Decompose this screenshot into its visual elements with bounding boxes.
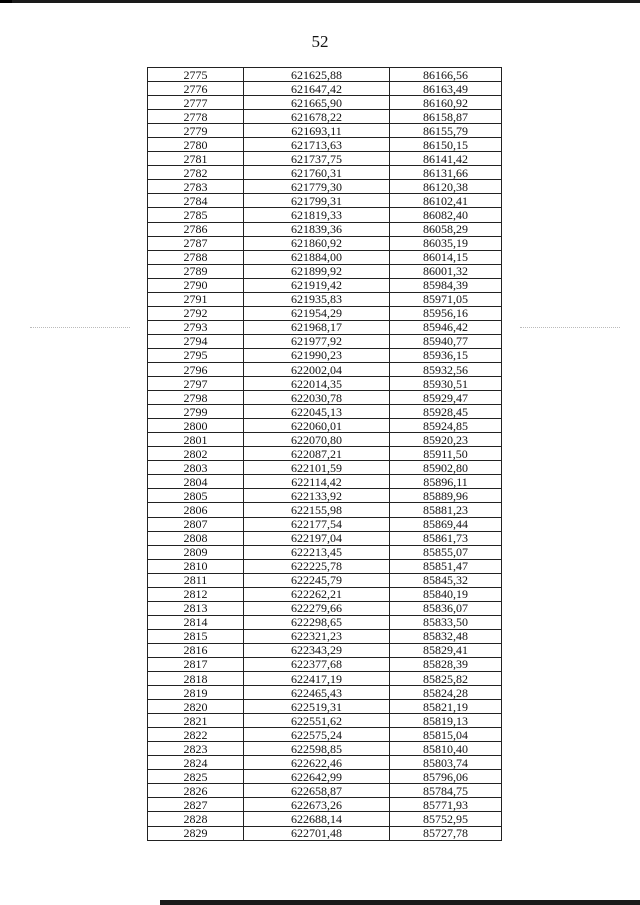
y-coordinate-cell: 85932,56 xyxy=(390,362,502,376)
y-coordinate-cell: 85920,23 xyxy=(390,433,502,447)
y-coordinate-cell: 86163,49 xyxy=(390,82,502,96)
table-row xyxy=(148,657,502,671)
point-number-cell: 2804 xyxy=(148,475,244,489)
y-coordinate-cell: 85810,40 xyxy=(390,742,502,756)
point-number-cell: 2798 xyxy=(148,391,244,405)
y-coordinate-cell: 85796,06 xyxy=(390,770,502,784)
table-row xyxy=(148,503,502,517)
point-number-cell: 2793 xyxy=(148,320,244,334)
point-number-cell: 2817 xyxy=(148,657,244,671)
point-number-cell: 2809 xyxy=(148,545,244,559)
y-coordinate-cell: 86058,29 xyxy=(390,222,502,236)
table-row xyxy=(148,152,502,166)
x-coordinate-cell: 622262,21 xyxy=(244,587,390,601)
y-coordinate-cell: 85984,39 xyxy=(390,278,502,292)
point-number-cell: 2813 xyxy=(148,601,244,615)
table-row xyxy=(148,320,502,334)
point-number-cell: 2812 xyxy=(148,587,244,601)
x-coordinate-cell: 621839,36 xyxy=(244,222,390,236)
point-number-cell: 2781 xyxy=(148,152,244,166)
x-coordinate-cell: 621990,23 xyxy=(244,348,390,362)
x-coordinate-cell: 621954,29 xyxy=(244,306,390,320)
table-row xyxy=(148,756,502,770)
point-number-cell: 2820 xyxy=(148,700,244,714)
y-coordinate-cell: 86131,66 xyxy=(390,166,502,180)
y-coordinate-cell: 85971,05 xyxy=(390,292,502,306)
coordinates-table xyxy=(147,67,502,841)
y-coordinate-cell: 85928,45 xyxy=(390,405,502,419)
point-number-cell: 2822 xyxy=(148,728,244,742)
table-row xyxy=(148,573,502,587)
x-coordinate-cell: 622213,45 xyxy=(244,545,390,559)
y-coordinate-cell: 85956,16 xyxy=(390,306,502,320)
y-coordinate-cell: 86158,87 xyxy=(390,110,502,124)
x-coordinate-cell: 621737,75 xyxy=(244,152,390,166)
table-row xyxy=(148,714,502,728)
y-coordinate-cell: 85940,77 xyxy=(390,334,502,348)
y-coordinate-cell: 85825,82 xyxy=(390,672,502,686)
table-row xyxy=(148,166,502,180)
y-coordinate-cell: 85946,42 xyxy=(390,320,502,334)
point-number-cell: 2800 xyxy=(148,419,244,433)
y-coordinate-cell: 86014,15 xyxy=(390,250,502,264)
table-row xyxy=(148,82,502,96)
table-row xyxy=(148,306,502,320)
x-coordinate-cell: 622673,26 xyxy=(244,798,390,812)
table-row xyxy=(148,461,502,475)
table-row xyxy=(148,672,502,686)
x-coordinate-cell: 622225,78 xyxy=(244,559,390,573)
x-coordinate-cell: 621625,88 xyxy=(244,68,390,82)
table-row xyxy=(148,96,502,110)
x-coordinate-cell: 622377,68 xyxy=(244,657,390,671)
point-number-cell: 2802 xyxy=(148,447,244,461)
x-coordinate-cell: 622279,66 xyxy=(244,601,390,615)
y-coordinate-cell: 85771,93 xyxy=(390,798,502,812)
table-row xyxy=(148,545,502,559)
point-number-cell: 2795 xyxy=(148,348,244,362)
table-row xyxy=(148,124,502,138)
x-coordinate-cell: 621899,92 xyxy=(244,264,390,278)
table-row xyxy=(148,615,502,629)
table-row xyxy=(148,489,502,503)
table-row xyxy=(148,348,502,362)
x-coordinate-cell: 622465,43 xyxy=(244,686,390,700)
x-coordinate-cell: 622155,98 xyxy=(244,503,390,517)
table-row xyxy=(148,559,502,573)
table-row xyxy=(148,812,502,826)
y-coordinate-cell: 86035,19 xyxy=(390,236,502,250)
point-number-cell: 2797 xyxy=(148,377,244,391)
table-row xyxy=(148,686,502,700)
table-row xyxy=(148,222,502,236)
x-coordinate-cell: 622622,46 xyxy=(244,756,390,770)
y-coordinate-cell: 85855,07 xyxy=(390,545,502,559)
point-number-cell: 2786 xyxy=(148,222,244,236)
x-coordinate-cell: 621935,83 xyxy=(244,292,390,306)
table-row xyxy=(148,110,502,124)
point-number-cell: 2801 xyxy=(148,433,244,447)
table-row xyxy=(148,742,502,756)
table-row xyxy=(148,447,502,461)
x-coordinate-cell: 622519,31 xyxy=(244,700,390,714)
y-coordinate-cell: 86102,41 xyxy=(390,194,502,208)
point-number-cell: 2819 xyxy=(148,686,244,700)
point-number-cell: 2827 xyxy=(148,798,244,812)
y-coordinate-cell: 85930,51 xyxy=(390,377,502,391)
scan-corner-mark xyxy=(0,0,12,3)
point-number-cell: 2828 xyxy=(148,812,244,826)
scan-bottom-edge xyxy=(160,900,640,905)
x-coordinate-cell: 622197,04 xyxy=(244,531,390,545)
table-row xyxy=(148,475,502,489)
table-row xyxy=(148,643,502,657)
y-coordinate-cell: 85752,95 xyxy=(390,812,502,826)
point-number-cell: 2824 xyxy=(148,756,244,770)
x-coordinate-cell: 622551,62 xyxy=(244,714,390,728)
x-coordinate-cell: 621968,17 xyxy=(244,320,390,334)
x-coordinate-cell: 622101,59 xyxy=(244,461,390,475)
table-row xyxy=(148,700,502,714)
y-coordinate-cell: 85851,47 xyxy=(390,559,502,573)
table-row xyxy=(148,728,502,742)
table-row xyxy=(148,334,502,348)
table-row xyxy=(148,433,502,447)
point-number-cell: 2803 xyxy=(148,461,244,475)
x-coordinate-cell: 622070,80 xyxy=(244,433,390,447)
x-coordinate-cell: 621799,31 xyxy=(244,194,390,208)
coordinates-table-body xyxy=(148,68,502,841)
point-number-cell: 2792 xyxy=(148,306,244,320)
point-number-cell: 2788 xyxy=(148,250,244,264)
point-number-cell: 2805 xyxy=(148,489,244,503)
point-number-cell: 2777 xyxy=(148,96,244,110)
x-coordinate-cell: 621919,42 xyxy=(244,278,390,292)
y-coordinate-cell: 85889,96 xyxy=(390,489,502,503)
y-coordinate-cell: 85896,11 xyxy=(390,475,502,489)
point-number-cell: 2775 xyxy=(148,68,244,82)
table-row xyxy=(148,798,502,812)
y-coordinate-cell: 85727,78 xyxy=(390,826,502,840)
y-coordinate-cell: 85845,32 xyxy=(390,573,502,587)
table-row xyxy=(148,629,502,643)
point-number-cell: 2808 xyxy=(148,531,244,545)
y-coordinate-cell: 86166,56 xyxy=(390,68,502,82)
table-row xyxy=(148,250,502,264)
y-coordinate-cell: 85824,28 xyxy=(390,686,502,700)
y-coordinate-cell: 85869,44 xyxy=(390,517,502,531)
x-coordinate-cell: 621819,33 xyxy=(244,208,390,222)
y-coordinate-cell: 86141,42 xyxy=(390,152,502,166)
scan-dotted-artifact-left xyxy=(30,327,130,329)
y-coordinate-cell: 86160,92 xyxy=(390,96,502,110)
x-coordinate-cell: 622087,21 xyxy=(244,447,390,461)
point-number-cell: 2791 xyxy=(148,292,244,306)
x-coordinate-cell: 622688,14 xyxy=(244,812,390,826)
x-coordinate-cell: 622575,24 xyxy=(244,728,390,742)
table-row xyxy=(148,391,502,405)
point-number-cell: 2818 xyxy=(148,672,244,686)
point-number-cell: 2783 xyxy=(148,180,244,194)
table-row xyxy=(148,292,502,306)
x-coordinate-cell: 622002,04 xyxy=(244,362,390,376)
y-coordinate-cell: 85803,74 xyxy=(390,756,502,770)
x-coordinate-cell: 622030,78 xyxy=(244,391,390,405)
y-coordinate-cell: 85840,19 xyxy=(390,587,502,601)
table-row xyxy=(148,264,502,278)
x-coordinate-cell: 622060,01 xyxy=(244,419,390,433)
scan-dotted-artifact-right xyxy=(520,327,620,329)
x-coordinate-cell: 621713,63 xyxy=(244,138,390,152)
point-number-cell: 2826 xyxy=(148,784,244,798)
x-coordinate-cell: 622298,65 xyxy=(244,615,390,629)
table-row xyxy=(148,419,502,433)
x-coordinate-cell: 622177,54 xyxy=(244,517,390,531)
point-number-cell: 2815 xyxy=(148,629,244,643)
y-coordinate-cell: 86150,15 xyxy=(390,138,502,152)
table-row xyxy=(148,180,502,194)
point-number-cell: 2785 xyxy=(148,208,244,222)
y-coordinate-cell: 85784,75 xyxy=(390,784,502,798)
point-number-cell: 2810 xyxy=(148,559,244,573)
y-coordinate-cell: 85828,39 xyxy=(390,657,502,671)
x-coordinate-cell: 621665,90 xyxy=(244,96,390,110)
table-row xyxy=(148,377,502,391)
y-coordinate-cell: 85815,04 xyxy=(390,728,502,742)
point-number-cell: 2799 xyxy=(148,405,244,419)
y-coordinate-cell: 85929,47 xyxy=(390,391,502,405)
x-coordinate-cell: 622701,48 xyxy=(244,826,390,840)
point-number-cell: 2778 xyxy=(148,110,244,124)
x-coordinate-cell: 621884,00 xyxy=(244,250,390,264)
point-number-cell: 2789 xyxy=(148,264,244,278)
point-number-cell: 2790 xyxy=(148,278,244,292)
x-coordinate-cell: 622598,85 xyxy=(244,742,390,756)
table-row xyxy=(148,601,502,615)
point-number-cell: 2784 xyxy=(148,194,244,208)
point-number-cell: 2776 xyxy=(148,82,244,96)
point-number-cell: 2796 xyxy=(148,362,244,376)
x-coordinate-cell: 622133,92 xyxy=(244,489,390,503)
table-row xyxy=(148,770,502,784)
point-number-cell: 2821 xyxy=(148,714,244,728)
y-coordinate-cell: 85832,48 xyxy=(390,629,502,643)
table-row xyxy=(148,826,502,840)
table-row xyxy=(148,784,502,798)
point-number-cell: 2794 xyxy=(148,334,244,348)
point-number-cell: 2780 xyxy=(148,138,244,152)
x-coordinate-cell: 621977,92 xyxy=(244,334,390,348)
y-coordinate-cell: 85924,85 xyxy=(390,419,502,433)
y-coordinate-cell: 86155,79 xyxy=(390,124,502,138)
table-row xyxy=(148,236,502,250)
x-coordinate-cell: 622114,42 xyxy=(244,475,390,489)
table-row xyxy=(148,517,502,531)
x-coordinate-cell: 622417,19 xyxy=(244,672,390,686)
point-number-cell: 2782 xyxy=(148,166,244,180)
x-coordinate-cell: 622245,79 xyxy=(244,573,390,587)
table-row xyxy=(148,138,502,152)
y-coordinate-cell: 85902,80 xyxy=(390,461,502,475)
table-row xyxy=(148,194,502,208)
point-number-cell: 2816 xyxy=(148,643,244,657)
point-number-cell: 2779 xyxy=(148,124,244,138)
y-coordinate-cell: 86120,38 xyxy=(390,180,502,194)
y-coordinate-cell: 85833,50 xyxy=(390,615,502,629)
point-number-cell: 2807 xyxy=(148,517,244,531)
point-number-cell: 2787 xyxy=(148,236,244,250)
x-coordinate-cell: 622321,23 xyxy=(244,629,390,643)
y-coordinate-cell: 86082,40 xyxy=(390,208,502,222)
table-row xyxy=(148,278,502,292)
y-coordinate-cell: 85881,23 xyxy=(390,503,502,517)
point-number-cell: 2806 xyxy=(148,503,244,517)
y-coordinate-cell: 85821,19 xyxy=(390,700,502,714)
x-coordinate-cell: 621860,92 xyxy=(244,236,390,250)
y-coordinate-cell: 85829,41 xyxy=(390,643,502,657)
point-number-cell: 2811 xyxy=(148,573,244,587)
x-coordinate-cell: 622343,29 xyxy=(244,643,390,657)
x-coordinate-cell: 622045,13 xyxy=(244,405,390,419)
x-coordinate-cell: 621647,42 xyxy=(244,82,390,96)
point-number-cell: 2814 xyxy=(148,615,244,629)
x-coordinate-cell: 621678,22 xyxy=(244,110,390,124)
x-coordinate-cell: 622014,35 xyxy=(244,377,390,391)
table-row xyxy=(148,531,502,545)
y-coordinate-cell: 85861,73 xyxy=(390,531,502,545)
point-number-cell: 2823 xyxy=(148,742,244,756)
y-coordinate-cell: 85911,50 xyxy=(390,447,502,461)
y-coordinate-cell: 86001,32 xyxy=(390,264,502,278)
page-number: 52 xyxy=(311,32,329,51)
point-number-cell: 2825 xyxy=(148,770,244,784)
table-row xyxy=(148,362,502,376)
table-row xyxy=(148,208,502,222)
x-coordinate-cell: 621760,31 xyxy=(244,166,390,180)
x-coordinate-cell: 622658,87 xyxy=(244,784,390,798)
x-coordinate-cell: 621779,30 xyxy=(244,180,390,194)
y-coordinate-cell: 85819,13 xyxy=(390,714,502,728)
y-coordinate-cell: 85936,15 xyxy=(390,348,502,362)
table-row xyxy=(148,587,502,601)
table-row xyxy=(148,405,502,419)
scan-top-edge xyxy=(0,0,640,3)
table-row xyxy=(148,68,502,82)
y-coordinate-cell: 85836,07 xyxy=(390,601,502,615)
x-coordinate-cell: 621693,11 xyxy=(244,124,390,138)
point-number-cell: 2829 xyxy=(148,826,244,840)
x-coordinate-cell: 622642,99 xyxy=(244,770,390,784)
